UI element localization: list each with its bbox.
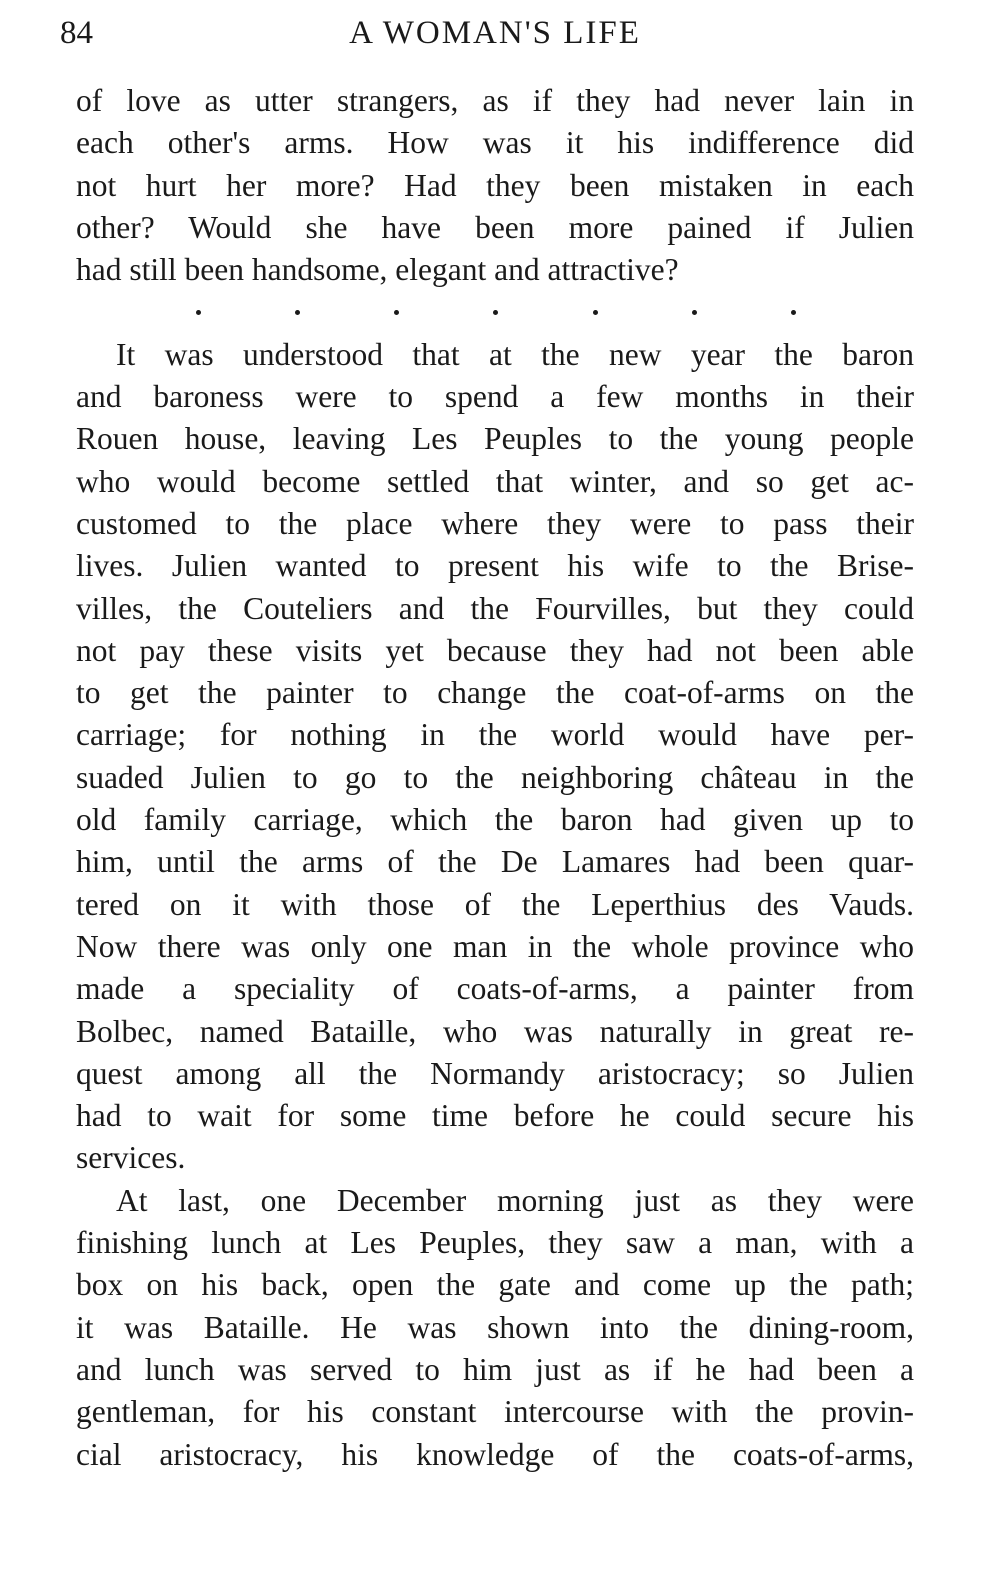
paragraph-3: [76, 1180, 914, 1476]
text-line: quest among all the Normandy aristocracy; so Julien: [76, 1055, 914, 1091]
text-line: cial aristocracy, his knowledge of the coats-of-arms,: [76, 1436, 914, 1472]
text-line: suaded Julien to go to the neighboring château in the: [76, 759, 914, 795]
text-line: who would become settled that winter, and so get ac-: [76, 463, 914, 499]
text-line: tered on it with those of the Leperthius des Vauds.: [76, 886, 914, 922]
text-line: made a speciality of coats-of-arms, a painter from: [76, 971, 914, 1007]
text-line: had still been handsome, elegant and attractive?: [76, 252, 679, 288]
section-break-dot: [196, 310, 201, 315]
text-line: other? Would she have been more pained if Julien: [76, 209, 914, 245]
text-line: had to wait for some time before he could secure his: [76, 1098, 914, 1134]
text-line: carriage; for nothing in the world would have per-: [76, 717, 914, 753]
text-line: customed to the place where they were to pass their: [76, 505, 914, 541]
section-break-dot: [295, 310, 300, 315]
text-line: each other's arms. How was it his indifference did: [76, 125, 914, 161]
text-line: and baroness were to spend a few months in their: [76, 379, 914, 415]
text-line: of love as utter strangers, as if they had never lain in: [76, 83, 914, 118]
text-line: villes, the Couteliers and the Fourvilles, but they could: [76, 590, 914, 626]
text-line: gentleman, for his constant intercourse with the provin-: [76, 1394, 914, 1430]
paragraph-2: [76, 334, 914, 1180]
section-break-dot: [593, 310, 598, 315]
text-line: Bolbec, named Bataille, who was naturally in great re-: [76, 1013, 914, 1049]
page-number: 84: [60, 15, 93, 51]
text-line: to get the painter to change the coat-of-arms on the: [76, 675, 914, 711]
text-line: Rouen house, leaving Les Peuples to the young people: [76, 421, 914, 457]
section-break-dot: [394, 310, 399, 315]
text-line: It was understood that at the new year the baron: [116, 336, 914, 372]
text-line: finishing lunch at Les Peuples, they saw a man, with a: [76, 1225, 914, 1261]
section-break-dot: [493, 310, 498, 315]
book-title: A WOMAN'S LIFE: [349, 15, 641, 51]
section-break-dot: [692, 310, 697, 315]
text-line: not pay these visits yet because they had not been able: [76, 632, 914, 668]
book-page: [60, 0, 914, 1589]
section-break: [76, 291, 914, 333]
running-head: [60, 8, 914, 58]
text-line: and lunch was served to him just as if he had been a: [76, 1351, 914, 1387]
text-line: old family carriage, which the baron had given up to: [76, 802, 914, 838]
text-line: not hurt her more? Had they been mistaken in each: [76, 167, 914, 203]
section-break-dot: [791, 310, 796, 315]
text-line: him, until the arms of the De Lamares had been quar-: [76, 844, 914, 880]
text-line: services.: [76, 1140, 186, 1176]
text-line: it was Bataille. He was shown into the dining-room,: [76, 1309, 914, 1345]
paragraph-1: [76, 80, 914, 291]
text-line: lives. Julien wanted to present his wife to the Brise-: [76, 548, 914, 584]
text-line: Now there was only one man in the whole province who: [76, 928, 914, 964]
body-text: [76, 80, 914, 1476]
text-line: At last, one December morning just as they were: [116, 1182, 914, 1218]
text-line: box on his back, open the gate and come up the path;: [76, 1267, 914, 1303]
